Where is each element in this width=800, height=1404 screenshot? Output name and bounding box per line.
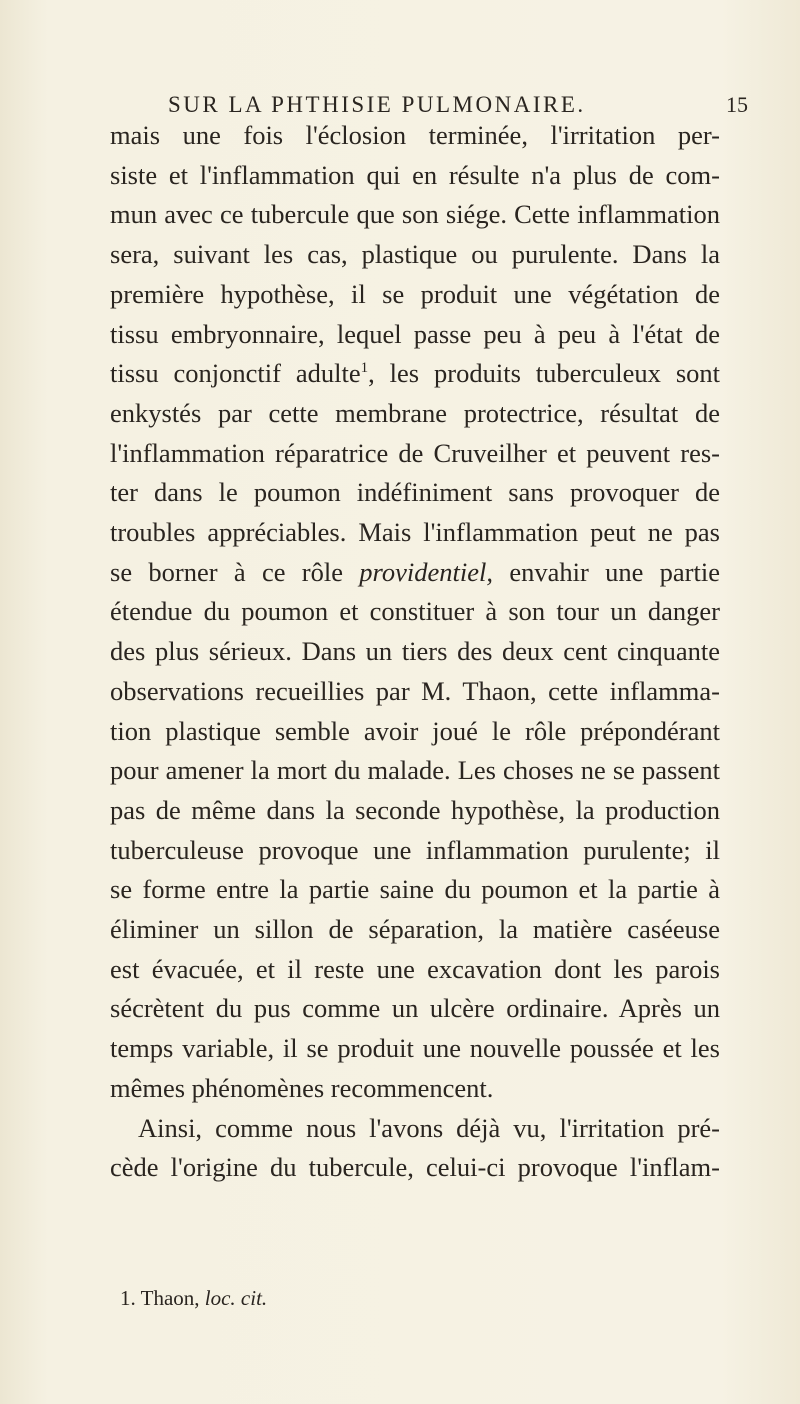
text-line: mêmes phénomènes recommencent. [110,1072,494,1103]
text-line: sera, suivant les cas, plastique ou purulente. Dans la [110,239,720,270]
text-line: observations recueillies par M. Thaon, cette inflamma- [110,675,720,706]
body-text [110,116,720,1188]
text-segment: se borner à ce rôle [110,556,360,587]
text-line: troubles appréciables. Mais l'inflammation peut ne pas [110,517,720,548]
page-number: 15 [726,92,748,117]
text-line: première hypothèse, il se produit une végétation de [110,278,720,309]
text-line: l'inflammation réparatrice de Cruveilher et peuvent res- [110,437,720,468]
running-title: SUR LA PHTHISIE PULMONAIRE. [168,92,586,117]
text-line: étendue du poumon et constituer à son tour un danger [110,596,720,627]
text-line: est évacuée, et il reste une excavation dont les parois [110,953,720,984]
text-segment: tissu conjonctif adulte [110,358,361,389]
text-line: temps variable, il se produit une nouvelle poussée et les [110,1033,720,1064]
text-line: Ainsi, comme nous l'avons déjà vu, l'irritation pré- [138,1112,720,1143]
text-line: des plus sérieux. Dans un tiers des deux cent cinquante [110,636,720,667]
text-line: pas de même dans la seconde hypothèse, la production [110,794,720,825]
text-line: sécrètent du pus comme un ulcère ordinaire. Après un [110,993,720,1024]
text-line [110,354,720,394]
text-line: enkystés par cette membrane protectrice, résultat de [110,397,720,428]
text-line: tuberculeuse provoque une inflammation purulente; il [110,834,720,865]
footnote-reference: loc. cit. [204,1286,268,1310]
footnote [120,1286,267,1311]
text-line: pour amener la mort du malade. Les choses ne se passent [110,755,720,786]
text-line [110,553,720,593]
text-line: mais une fois l'éclosion terminée, l'irritation per- [110,120,720,150]
text-segment: envahir une partie [493,556,720,587]
footnote-marker: 1 [360,360,369,377]
text-segment: , les produits tuberculeux sont [368,358,720,389]
text-line: tissu embryonnaire, lequel passe peu à peu à l'état de [110,318,720,349]
text-line: tion plastique semble avoir joué le rôle prépondérant [110,715,720,746]
footnote-author: Thaon, [140,1286,200,1310]
text-line: cède l'origine du tubercule, celui-ci provoque l'inflam- [110,1152,720,1183]
text-line: éliminer un sillon de séparation, la matière caséeuse [110,914,720,945]
footnote-number: 1. [120,1286,136,1310]
text-line: siste et l'inflammation qui en résulte n'a plus de com- [110,159,720,190]
text-line: se forme entre la partie saine du poumon et la partie à [110,874,720,905]
text-line: ter dans le poumon indéfiniment sans provoquer de [110,477,720,508]
text-line: mun avec ce tubercule que son siége. Cette inflammation [110,199,720,230]
italic-text: providentiel, [359,556,493,587]
